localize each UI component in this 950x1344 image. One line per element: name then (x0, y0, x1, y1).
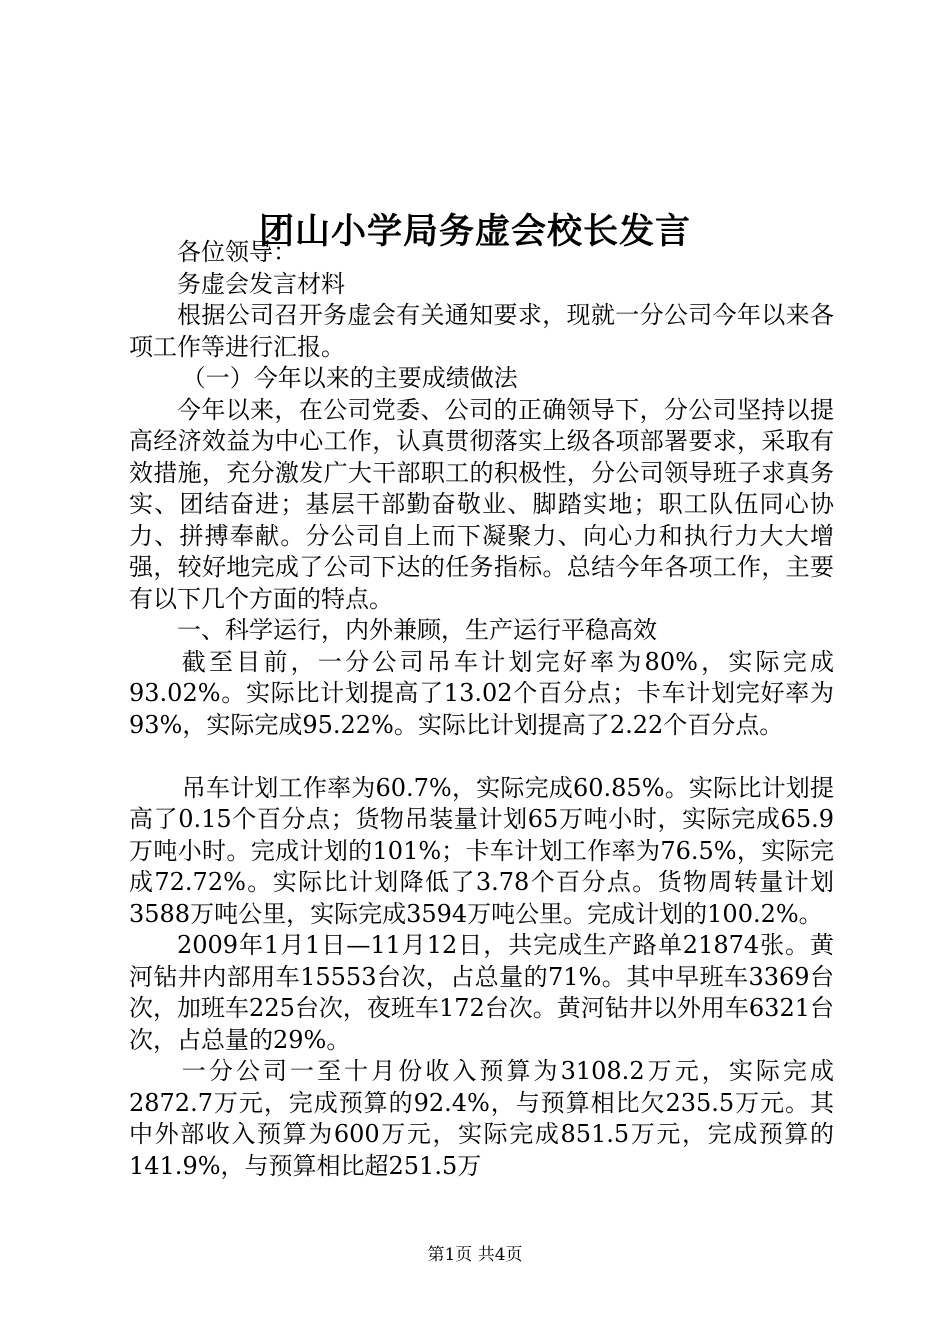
production-orders-paragraph: 2009年1月1日—11月12日，共完成生产路单21874张。黄河钻井内部用车15553台次，占总量的71%。其中早班车3369台次，加班车225台次，夜班车172台次。黄河钻井以外用车6321台次，占总量的29%。 (129, 931, 834, 1054)
document-body (129, 237, 834, 1182)
work-rate-paragraph: 吊车计划工作率为60.7%，实际完成60.85%。实际比计划提高了0.15个百分点；货物吊装量计划65万吨小时，实际完成65.9万吨小时。完成计划的101%；卡车计划工作率为76.5%，实际完成72.72%。实际比计划降低了3.78个百分点。货物周转量计划3588万吨公里，实际完成3594万吨公里。完成计划的100.2%。 (129, 773, 834, 928)
section-heading-achievements: （一）今年以来的主要成绩做法 (181, 364, 518, 392)
crane-truck-readiness-paragraph: 截至目前，一分公司吊车计划完好率为80%，实际完成93.02%。实际比计划提高了13.02个百分点；卡车计划完好率为93%，实际完成95.22%。实际比计划提高了2.22个百分点。 (129, 647, 834, 739)
salutation-paragraph: 各位领导： (177, 238, 297, 266)
summary-paragraph: 今年以来，在公司党委、公司的正确领导下，分公司坚持以提高经济效益为中心工作，认真贯彻落实上级各项部署要求，采取有效措施，充分激发广大干部职工的积极性，分公司领导班子求真务实、团结奋进；基层干部勤奋敬业、脚踏实地；职工队伍同心协力、拼搏奉献。分公司自上而下凝聚力、向心力和执行力大大增强，较好地完成了公司下达的任务指标。总结今年各项工作，主要有以下几个方面的特点。 (129, 395, 834, 613)
section-heading-operations: 一、科学运行，内外兼顾，生产运行平稳高效 (177, 616, 657, 644)
page-number-footer: 第1页 共4页 (427, 1245, 523, 1265)
subtitle-paragraph: 务虚会发言材料 (177, 269, 345, 298)
intro-paragraph: 根据公司召开务虚会有关通知要求，现就一分公司今年以来各项工作等进行汇报。 (129, 301, 834, 361)
revenue-paragraph: 一分公司一至十月份收入预算为3108.2万元，实际完成2872.7万元，完成预算的92.4%，与预算相比欠235.5万元。其中外部收入预算为600万元，实际完成851.5万元，完成预算的141.9%，与预算相比超251.5万 (129, 1057, 834, 1180)
document-title: 团山小学局务虚会校长发言 (258, 211, 691, 253)
